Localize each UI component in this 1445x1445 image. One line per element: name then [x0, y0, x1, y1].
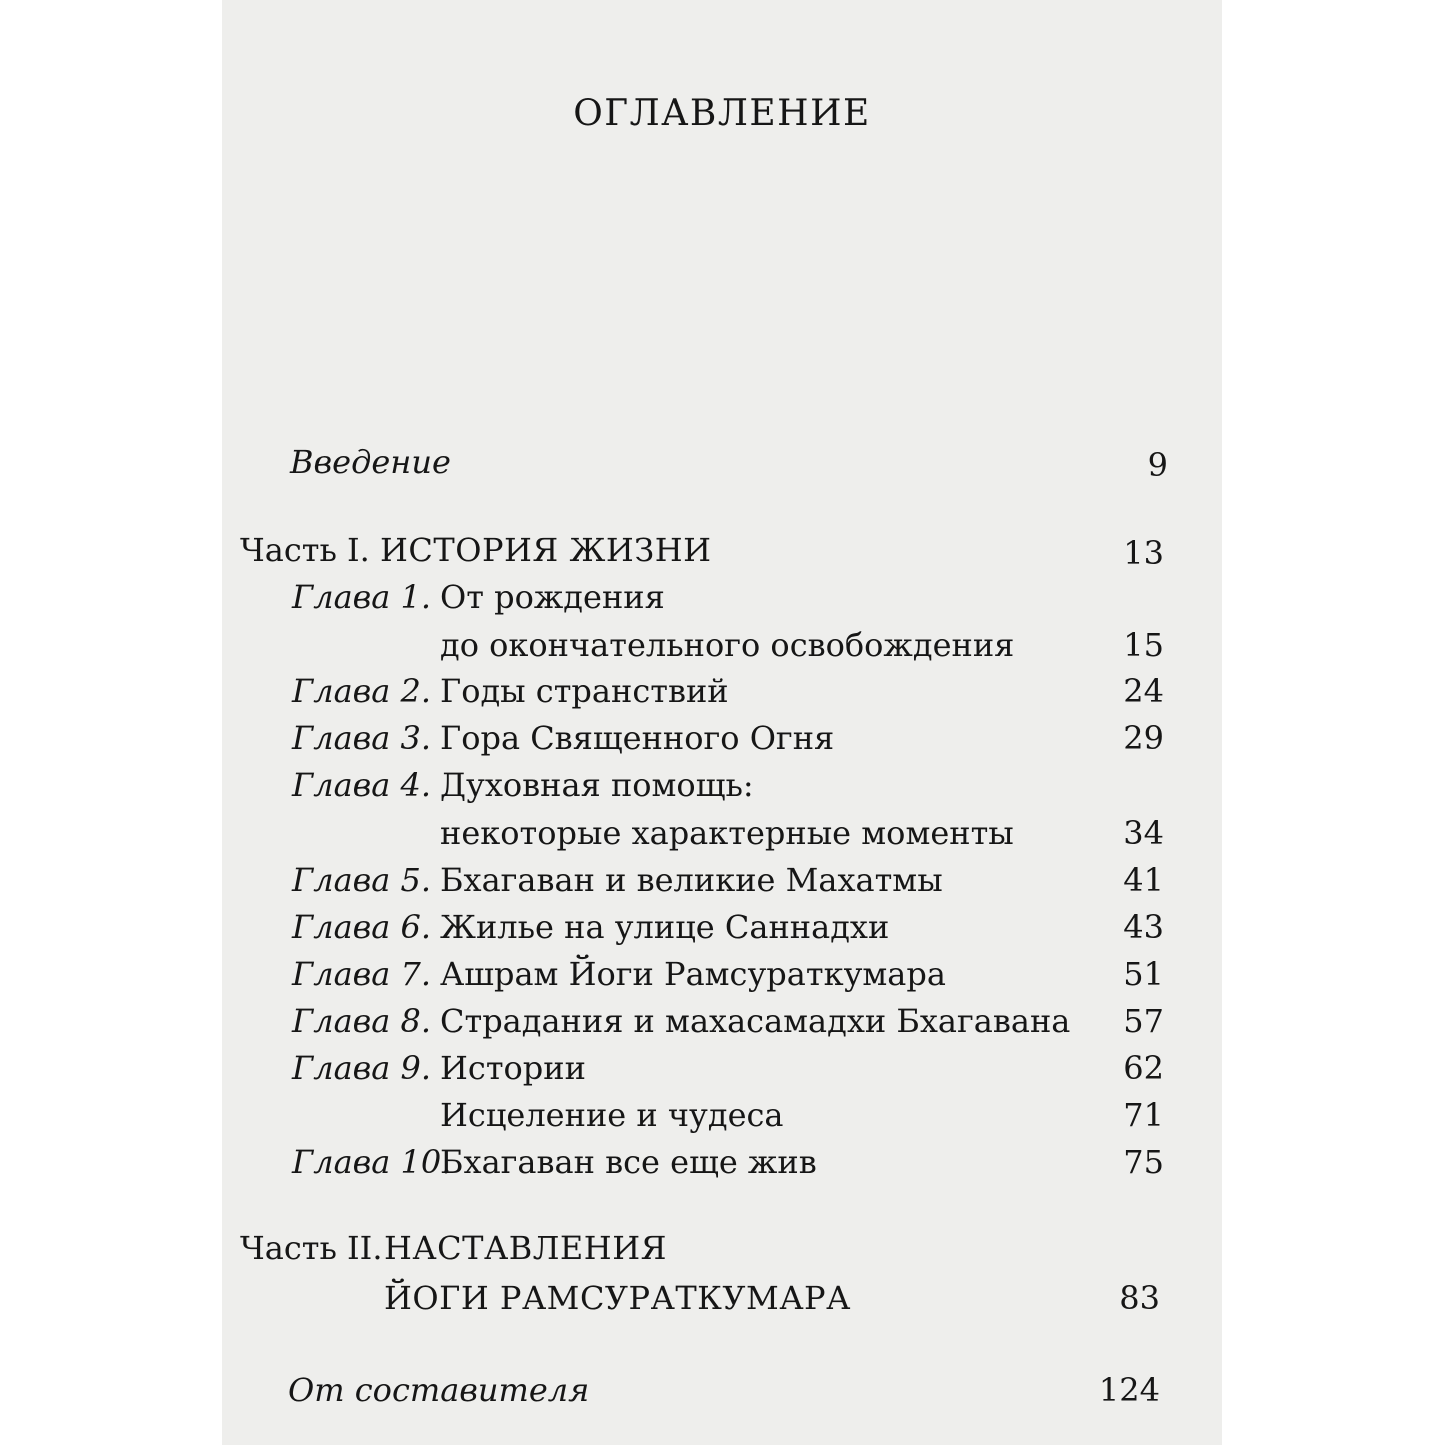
chapter-5-label: Глава 5. [292, 861, 432, 899]
chapter-2-page: 24 [1123, 672, 1164, 710]
chapter-7-title: Ашрам Йоги Рамсураткумара [440, 955, 946, 993]
part2-page: 83 [1119, 1279, 1160, 1317]
part2-prefix: Часть II. [240, 1229, 383, 1267]
part2-title-line-1: НАСТАВЛЕНИЯ [384, 1229, 667, 1267]
book-page [222, 0, 1222, 1445]
compiler-note-label: От составителя [288, 1371, 590, 1409]
chapter-4-page: 34 [1123, 814, 1164, 852]
chapter-3-title: Гора Священного Огня [440, 719, 835, 757]
chapter-5-page: 41 [1123, 861, 1164, 899]
chapter-9-label: Глава 9. [292, 1049, 432, 1087]
chapter-6-page: 43 [1123, 908, 1164, 946]
chapter-3-page: 29 [1123, 719, 1164, 757]
chapter-1-title-line-1: От рождения [440, 578, 665, 616]
part1-prefix: Часть I. [240, 531, 370, 569]
chapter-4-title-line-2: некоторые характерные моменты [440, 814, 1014, 852]
chapter-1-page: 15 [1123, 626, 1164, 664]
part1-title: ИСТОРИЯ ЖИЗНИ [380, 531, 712, 569]
chapter-8-page: 57 [1123, 1002, 1164, 1040]
chapter-4-label: Глава 4. [292, 766, 432, 804]
chapter-8-label: Глава 8. [292, 1002, 432, 1040]
chapter-10-title: Бхагаван все еще жив [440, 1143, 817, 1181]
chapter-10-page: 75 [1123, 1143, 1164, 1181]
part1-page: 13 [1123, 534, 1164, 572]
chapter-7-label: Глава 7. [292, 955, 432, 993]
chapter-9-page: 62 [1123, 1049, 1164, 1087]
chapter-5-title: Бхагаван и великие Махатмы [440, 861, 943, 899]
chapter-9-subsection-title: Исцеление и чудеса [440, 1096, 784, 1134]
chapter-2-title: Годы странствий [440, 672, 729, 710]
chapter-1-title-line-2: до окончательного освобождения [440, 626, 1015, 664]
intro-page: 9 [1147, 446, 1168, 484]
chapter-3-label: Глава 3. [292, 719, 432, 757]
chapter-8-title: Страдания и махасамадхи Бхагавана [440, 1002, 1071, 1040]
compiler-note-page: 124 [1098, 1371, 1160, 1409]
chapter-1-label: Глава 1. [292, 578, 432, 616]
intro-label: Введение [290, 443, 451, 481]
part1-heading [240, 531, 712, 569]
part2-title-line-2: ЙОГИ РАМСУРАТКУМАРА [384, 1279, 851, 1317]
chapter-9-title: Истории [440, 1049, 586, 1087]
chapter-6-title: Жилье на улице Саннадхи [440, 908, 890, 946]
chapter-10-label: Глава 10. [292, 1143, 452, 1181]
chapter-9-subsection-page: 71 [1123, 1096, 1164, 1134]
toc-title: ОГЛАВЛЕНИЕ [573, 93, 871, 134]
chapter-2-label: Глава 2. [292, 672, 432, 710]
chapter-4-title-line-1: Духовная помощь: [440, 766, 754, 804]
chapter-6-label: Глава 6. [292, 908, 432, 946]
chapter-7-page: 51 [1123, 955, 1164, 993]
